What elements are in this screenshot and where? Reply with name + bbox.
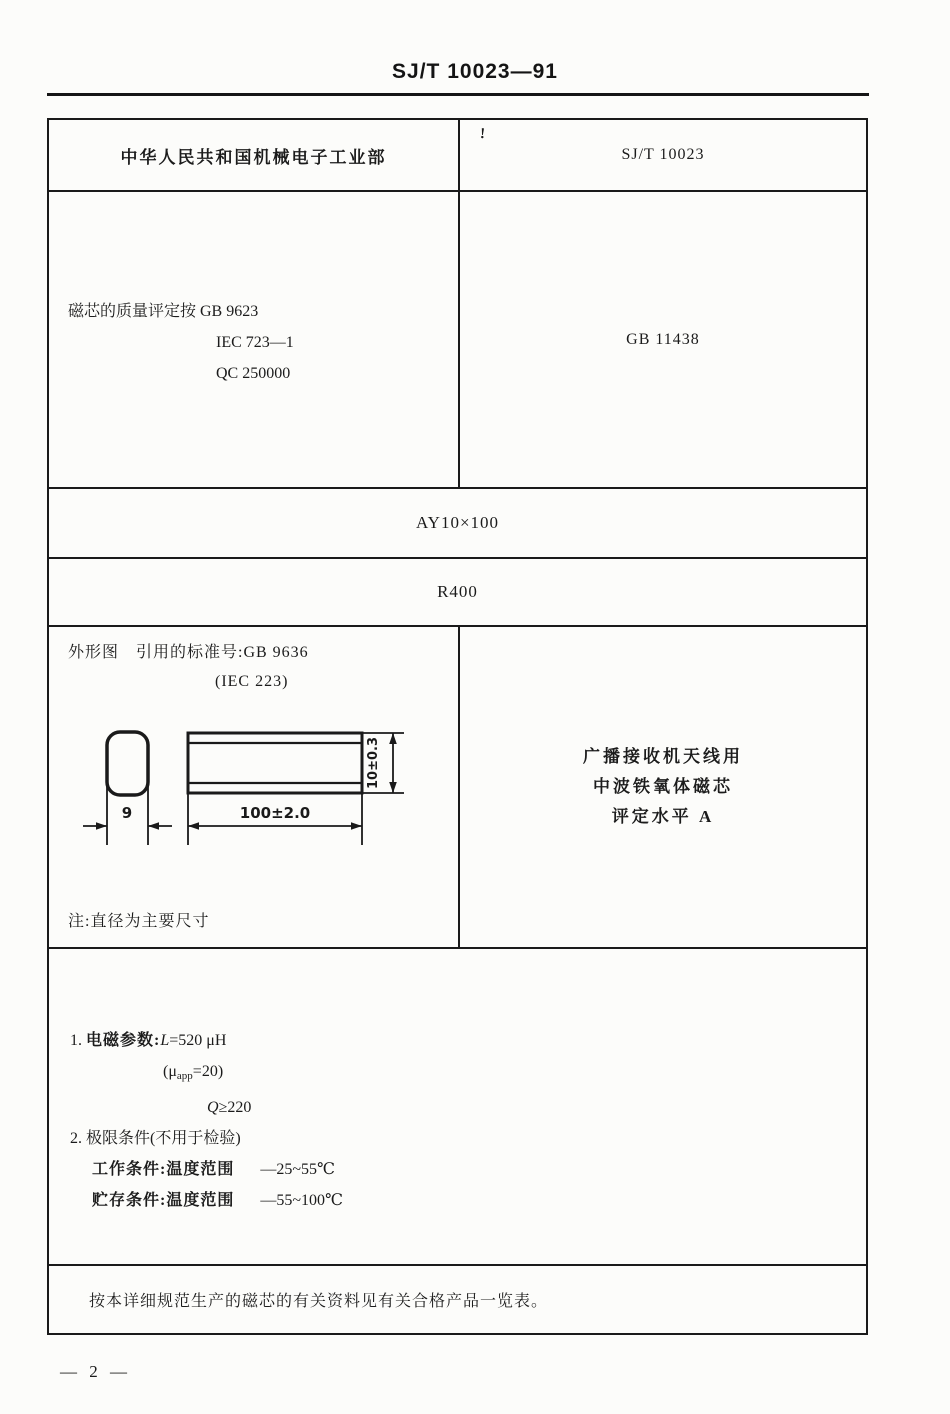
working-condition-label: 工作条件:温度范围 bbox=[92, 1161, 235, 1178]
outline-title-ref: (IEC 223) bbox=[215, 673, 289, 690]
param-item2 bbox=[70, 1123, 866, 1154]
issuer-cell bbox=[49, 120, 460, 190]
outline-title: 外形图 引用的标准号:GB 9636 bbox=[68, 644, 309, 661]
dim-width-label: 9 bbox=[121, 804, 133, 822]
quality-ref-block bbox=[49, 192, 458, 389]
param-item1 bbox=[70, 1025, 866, 1056]
issuer-row bbox=[49, 120, 866, 190]
material-grade: R400 bbox=[437, 582, 478, 601]
param-item2-label: 极限条件(不用于检验) bbox=[86, 1130, 241, 1147]
page-number: — 2 — bbox=[60, 1362, 131, 1381]
generic-spec-number: GB 11438 bbox=[626, 330, 700, 348]
permeability-subscript: app bbox=[176, 1070, 193, 1082]
issuer-name: 中华人民共和国机械电子工业部 bbox=[120, 147, 387, 167]
param-item1-number: 1. bbox=[70, 1032, 82, 1049]
application-cell bbox=[460, 627, 866, 947]
arrowhead bbox=[389, 733, 397, 744]
storage-condition-label: 贮存条件:温度范围 bbox=[92, 1192, 235, 1209]
permeability-pre: (μ bbox=[163, 1063, 177, 1080]
permeability-value: =20) bbox=[192, 1063, 224, 1080]
storage-condition-line bbox=[92, 1185, 866, 1216]
param-item1-label: 电磁参数: bbox=[86, 1032, 161, 1049]
params-row bbox=[49, 947, 866, 1264]
arrowhead bbox=[389, 782, 397, 793]
quality-ref-row bbox=[49, 190, 866, 487]
application-line2: 中波铁氧体磁芯 bbox=[593, 777, 733, 796]
outline-drawing bbox=[77, 705, 422, 855]
application-line3: 评定水平 A bbox=[611, 807, 715, 826]
outline-cell bbox=[49, 627, 460, 947]
working-condition-value: —25~55℃ bbox=[260, 1161, 335, 1178]
footnote-row bbox=[49, 1264, 866, 1333]
grade-row bbox=[49, 557, 866, 625]
cross-section-shape bbox=[107, 732, 148, 795]
quality-ref-line2: IEC 723—1 bbox=[216, 334, 294, 351]
q-factor-line bbox=[207, 1092, 866, 1123]
permeability-line bbox=[163, 1056, 866, 1092]
arrowhead bbox=[351, 822, 362, 830]
header-rule bbox=[47, 93, 869, 96]
storage-condition-value: —55~100℃ bbox=[260, 1192, 343, 1209]
dim-length-label: 100±2.0 bbox=[239, 804, 311, 822]
outline-row bbox=[49, 625, 866, 947]
params-block bbox=[49, 949, 866, 1216]
page-title: SJ/T 10023—91 bbox=[392, 60, 558, 83]
arrowhead bbox=[148, 822, 159, 830]
spec-table bbox=[47, 118, 868, 1335]
doc-number: SJ/T 10023 bbox=[621, 146, 705, 163]
generic-spec-cell bbox=[460, 192, 866, 487]
inductance-value: =520 μH bbox=[169, 1032, 227, 1049]
param-item2-number: 2. bbox=[70, 1130, 82, 1147]
type-designation: AY10×100 bbox=[415, 513, 500, 532]
arrowhead bbox=[188, 822, 199, 830]
q-factor-value: ≥220 bbox=[218, 1099, 252, 1116]
outline-note: 注:直径为主要尺寸 bbox=[68, 913, 210, 930]
quality-ref-line3: QC 250000 bbox=[216, 365, 291, 382]
inductance-var: L bbox=[160, 1032, 170, 1049]
type-row bbox=[49, 487, 866, 557]
footnote-text: 按本详细规范生产的磁芯的有关资料见有关合格产品一览表。 bbox=[89, 1293, 549, 1310]
arrowhead bbox=[96, 822, 107, 830]
quality-ref-cell bbox=[49, 192, 460, 487]
scan-artifact-mark: ! bbox=[479, 125, 486, 143]
doc-number-cell bbox=[460, 120, 866, 190]
working-condition-line bbox=[92, 1154, 866, 1185]
dim-height-label: 10±0.3 bbox=[366, 736, 381, 790]
quality-ref-line1: 磁芯的质量评定按 GB 9623 bbox=[68, 303, 259, 320]
q-factor-var: Q bbox=[207, 1099, 219, 1116]
application-block bbox=[460, 627, 866, 947]
application-line1: 广播接收机天线用 bbox=[583, 747, 743, 766]
